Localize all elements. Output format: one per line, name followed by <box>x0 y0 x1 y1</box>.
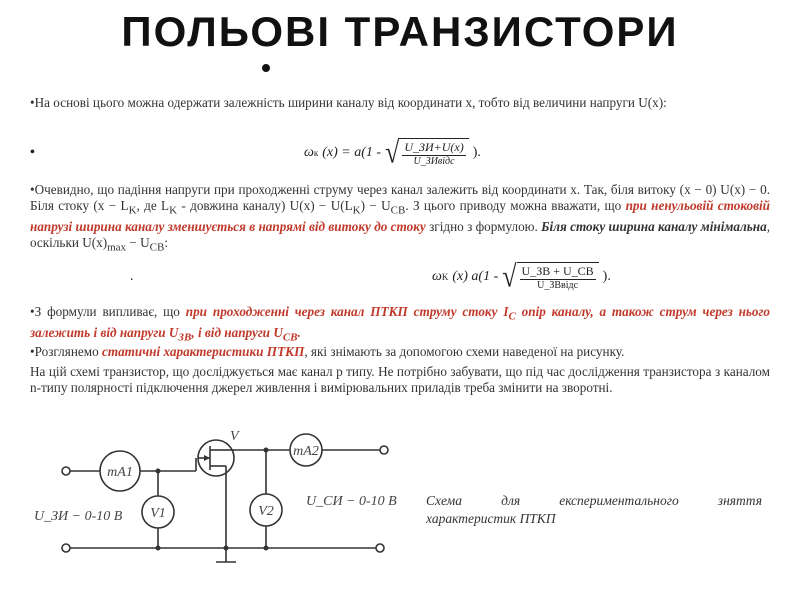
bullet: • <box>30 344 35 359</box>
terminal-left-bottom <box>62 544 70 552</box>
meter-ma1-label: mA1 <box>107 465 133 480</box>
formula-1-lhs: ω <box>304 144 314 160</box>
paragraph-4-highlight: статичні характеристики ПТКП <box>101 344 305 359</box>
paragraph-4-text-a: Розглянемо <box>34 344 102 359</box>
paragraph-3-tail: . <box>297 324 301 340</box>
sqrt-symbol: √ $\frac{U\_ЗИ+U(x)}{\text{U\_ЗИвідс}}$ <box>385 138 469 167</box>
paragraph-2-text-h: − U <box>126 234 150 250</box>
left-voltage-label: U_ЗИ − 0-10 В <box>34 509 123 524</box>
paragraph-2-text-b: , де L <box>136 198 170 213</box>
bullet: • <box>30 144 35 160</box>
junction-dot <box>264 448 269 453</box>
sub-k2: K <box>169 204 178 217</box>
bullet: • <box>30 182 35 197</box>
formula-1-arg: (x) = a(1 - <box>322 144 382 160</box>
formula-2-tail: ). <box>602 268 611 284</box>
formula-1-tail: ). <box>472 144 481 160</box>
paragraph-1-text: На основі цього можна одержати залежність ширини каналу від координати x, тобто від величини напруги U(x): <box>34 95 667 110</box>
sub-k3: K <box>352 204 361 217</box>
junction-dot <box>264 546 269 551</box>
paragraph-2-text-a: Очевидно, що падіння напруги при проходженні струму через канал залежить від координати x. Так, біля витоку (x − 0) U(x) − 0. Біля стоку (x − L <box>30 182 770 213</box>
formula-1-denominator: U_ЗИвідс <box>413 156 455 167</box>
formula-1-lhs-sub: к <box>313 147 319 158</box>
paragraph-2-text-e: . З цього приводу можна вважати, що <box>405 198 626 213</box>
page-title: ПОЛЬОВІ ТРАНЗИСТОРИ <box>121 8 679 55</box>
formula-2-lhs-sub: K <box>441 271 449 282</box>
terminal-right-top <box>380 446 388 454</box>
sub-cv: СВ <box>390 204 406 217</box>
sub-c: C <box>508 310 516 323</box>
paragraph-3-text-a: З формули випливає, що <box>34 304 186 319</box>
formula-2-denominator: U_ЗВвідс <box>537 280 579 291</box>
sub-cv-3: СВ <box>282 331 298 344</box>
right-voltage-label: U_СИ − 0-10 В <box>306 494 397 509</box>
sub-k: K <box>128 204 137 217</box>
junction-dot <box>224 546 229 551</box>
paragraph-3-highlight-2: опір каналу, а також струм через нього залежить і від напруги U <box>30 304 770 340</box>
sqrt-symbol-2: √ $\frac{U\_ЗВ + U\_СВ}{\text{U\_ЗВвідс}}$ <box>502 262 598 291</box>
meter-ma2-label: mA2 <box>293 444 319 459</box>
bullet: • <box>30 304 35 319</box>
paragraph-2-text-i: : <box>164 234 168 250</box>
formula-2-numerator: U_ЗВ + U_СВ <box>521 264 594 278</box>
paragraph-2-bold: Біля стоку ширина каналу мінімальна <box>541 218 767 234</box>
caption-line-2: характеристик ПТКП <box>426 511 556 526</box>
paragraph-2-text-c: - довжина каналу) U(x) − U(L <box>177 198 353 213</box>
terminal-right-bottom <box>376 544 384 552</box>
formula-2-lhs: ω <box>432 268 442 284</box>
paragraph-2-highlight: при ненульовій стоковій напрузі ширина каналу зменшується в напрямі від витоку до стоку <box>30 198 770 234</box>
sub-max: max <box>107 241 127 254</box>
transistor-label: V <box>230 429 239 444</box>
paragraph-2-text-f: згідно з формулою. <box>425 218 542 234</box>
formula-2-dot: . <box>130 268 134 284</box>
junction-dot <box>156 469 161 474</box>
paragraph-5: На цій схемі транзистор, що досліджується має канал p типу. Не потрібно забувати, що під час дослідження транзистора з каналом n-типу полярності підключення джерел живлення і вимірювальних приладів треба змінити на зворотні. <box>30 364 770 395</box>
meter-v2-label: V2 <box>258 504 274 519</box>
paragraph-3-highlight-3: , і від напруги U <box>191 324 283 340</box>
figure-caption <box>426 492 762 528</box>
caption-line-1: Схема для експериментального зняття <box>426 493 762 508</box>
paragraph-2-text-g: , оскільки U(x) <box>30 218 770 250</box>
junction-dot <box>156 546 161 551</box>
terminal-left-top <box>62 467 70 475</box>
paragraph-3-highlight: при проходженні через канал ПТКП струму стоку I <box>185 304 509 319</box>
formula-1-numerator: U_ЗИ+U(x) <box>404 140 464 154</box>
sub-cb: СВ <box>149 241 165 254</box>
paragraph-4-text-b: , які знімають за допомогою схеми наведеної на рисунку. <box>304 344 625 359</box>
bullet: • <box>30 95 35 110</box>
formula-2-arg: (x) a(1 - <box>452 268 499 284</box>
paragraph-2-text-d: ) − U <box>360 198 391 213</box>
meter-v1-label: V1 <box>150 506 166 521</box>
sub-zv: ЗВ <box>178 331 192 344</box>
